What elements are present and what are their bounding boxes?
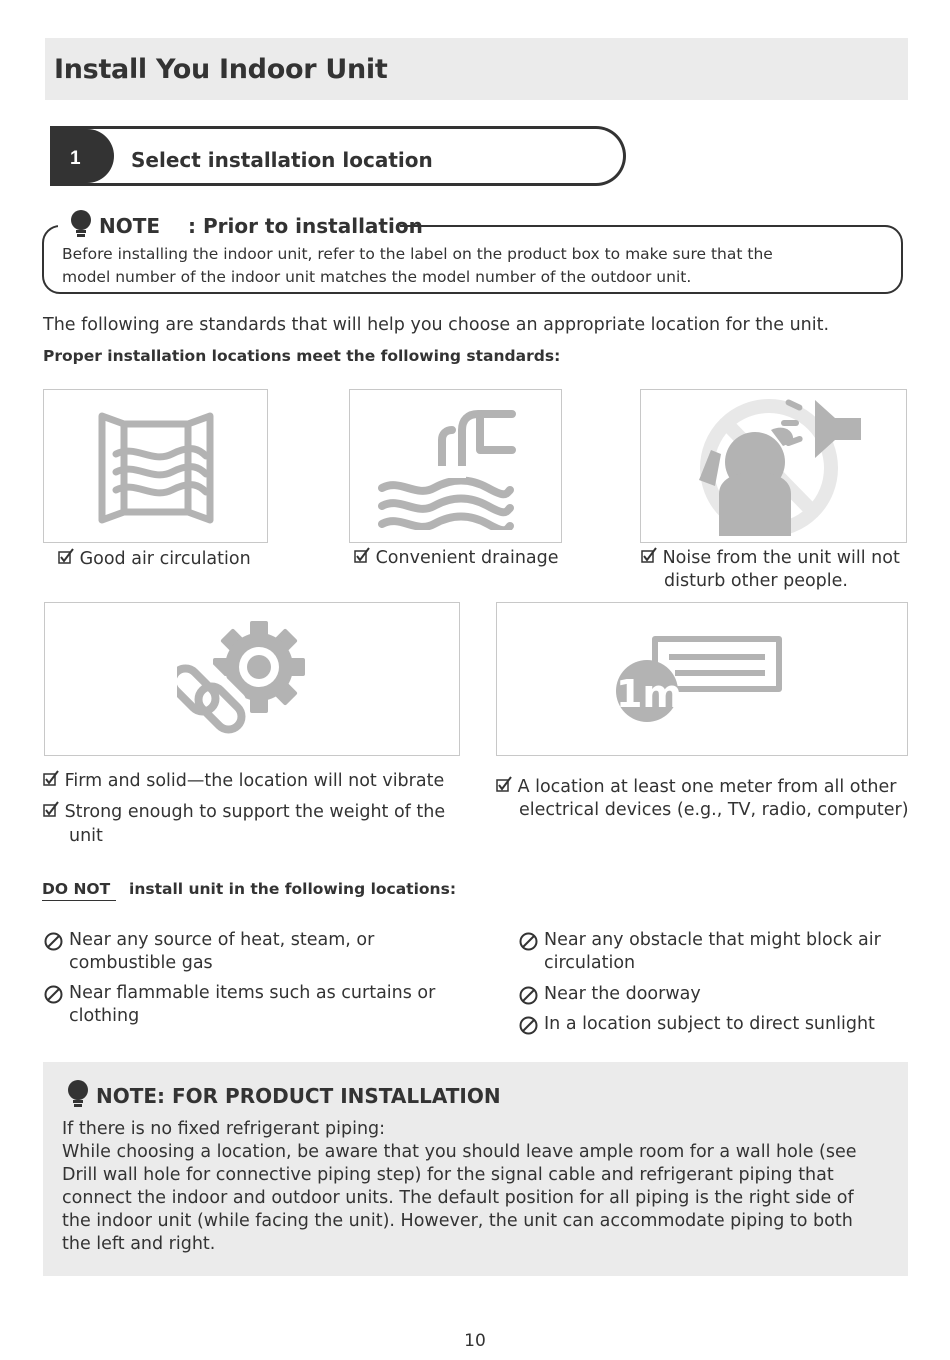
- no-flammable-line2: clothing: [69, 1006, 140, 1026]
- note-heading: [99, 214, 423, 238]
- distance-label-line1: A location at least one meter from all other: [517, 777, 897, 797]
- one-meter-label: 1m: [615, 672, 683, 716]
- no-flammable-item: [44, 982, 435, 1028]
- prohibited-icon: [519, 932, 538, 951]
- no-obstacle-line2: circulation: [544, 953, 636, 973]
- checkbox-checked-icon: [58, 548, 74, 564]
- one-meter-distance-icon: [615, 633, 785, 725]
- checkbox-checked-icon: [641, 547, 657, 563]
- note-text-line: Before installing the indoor unit, refer to the label on the product box to make sure that the: [62, 245, 773, 263]
- note2-line: If there is no fixed refrigerant piping:: [62, 1119, 386, 1139]
- note2-line: the left and right.: [62, 1234, 216, 1254]
- no-doorway-label: Near the doorway: [544, 984, 701, 1004]
- note-label: NOTE: [99, 214, 161, 238]
- no-doorway-item: [519, 983, 701, 1006]
- prohibited-icon: [519, 1016, 538, 1035]
- firm-caption: [43, 770, 444, 793]
- lightbulb-icon: [68, 209, 94, 239]
- note-subtitle: : Prior to installation: [187, 214, 423, 238]
- prohibited-icon: [44, 932, 63, 951]
- no-sunlight-label: In a location subject to direct sunlight: [544, 1014, 875, 1034]
- no-noise-icon: [697, 396, 867, 536]
- distance-label-line2: electrical devices (e.g., TV, radio, computer): [519, 800, 909, 820]
- proper-locations-heading: Proper installation locations meet the following standards:: [43, 347, 561, 365]
- distance-card: [496, 602, 908, 756]
- no-sunlight-item: [519, 1013, 875, 1036]
- no-heat-item: [44, 929, 374, 975]
- drainage-card: [349, 389, 562, 543]
- noise-caption: [641, 547, 900, 570]
- page-number: 10: [464, 1331, 486, 1351]
- page-title: Install You Indoor Unit: [54, 54, 388, 85]
- air-circulation-caption: [58, 548, 251, 571]
- no-obstacle-item: [519, 929, 881, 975]
- lightbulb-icon: [65, 1079, 91, 1109]
- note2-line: Drill wall hole for connective piping step) for the signal cable and refrigerant piping that: [62, 1165, 834, 1185]
- product-installation-note-text: [62, 1118, 892, 1256]
- strong-label-line1: Strong enough to support the weight of the: [64, 802, 446, 822]
- no-heat-line2: combustible gas: [69, 953, 213, 973]
- distance-caption: [496, 776, 896, 799]
- strong-label-line2: unit: [69, 826, 103, 846]
- air-circulation-card: [43, 389, 268, 543]
- noise-label-line1: Noise from the unit will not: [662, 548, 900, 568]
- prohibited-icon: [44, 985, 63, 1004]
- note-text-line: model number of the indoor unit matches the model number of the outdoor unit.: [62, 268, 692, 286]
- note2-line: connect the indoor and outdoor units. The default position for all piping is the right side of: [62, 1188, 854, 1208]
- step-number: 1: [70, 148, 81, 169]
- firm-label: Firm and solid—the location will not vibrate: [64, 771, 445, 791]
- noise-card: [640, 389, 907, 543]
- intro-text: The following are standards that will help you choose an appropriate location for the unit.: [43, 315, 830, 335]
- no-obstacle-line1: Near any obstacle that might block air: [544, 930, 881, 950]
- noise-label-line2: disturb other people.: [664, 571, 848, 591]
- drainage-pipe-icon: [376, 406, 516, 530]
- gear-chain-icon: [177, 619, 307, 735]
- step-number-box: [50, 129, 114, 183]
- drainage-caption: [354, 547, 559, 570]
- no-heat-line1: Near any source of heat, steam, or: [69, 930, 375, 950]
- checkbox-checked-icon: [354, 547, 370, 563]
- prohibited-icon: [519, 986, 538, 1005]
- no-flammable-line1: Near flammable items such as curtains or: [69, 983, 436, 1003]
- note-text: [62, 243, 882, 289]
- checkbox-checked-icon: [496, 776, 512, 792]
- note2-line: the indoor unit (while facing the unit). However, the unit can accommodate piping to both: [62, 1211, 853, 1231]
- checkbox-checked-icon: [43, 801, 59, 817]
- air-circulation-label: Good air circulation: [79, 549, 251, 569]
- do-not-heading: install unit in the following locations:: [129, 880, 457, 898]
- step-label: Select installation location: [131, 148, 433, 172]
- checkbox-checked-icon: [43, 770, 59, 786]
- window-airflow-icon: [96, 410, 216, 526]
- firm-location-card: [44, 602, 460, 756]
- note2-line: While choosing a location, be aware that you should leave ample room for a wall hole (see: [62, 1142, 857, 1162]
- do-not-label: DO NOT: [42, 880, 116, 901]
- drainage-label: Convenient drainage: [375, 548, 559, 568]
- strong-caption: [43, 801, 445, 824]
- product-installation-note-title: NOTE: FOR PRODUCT INSTALLATION: [96, 1084, 501, 1108]
